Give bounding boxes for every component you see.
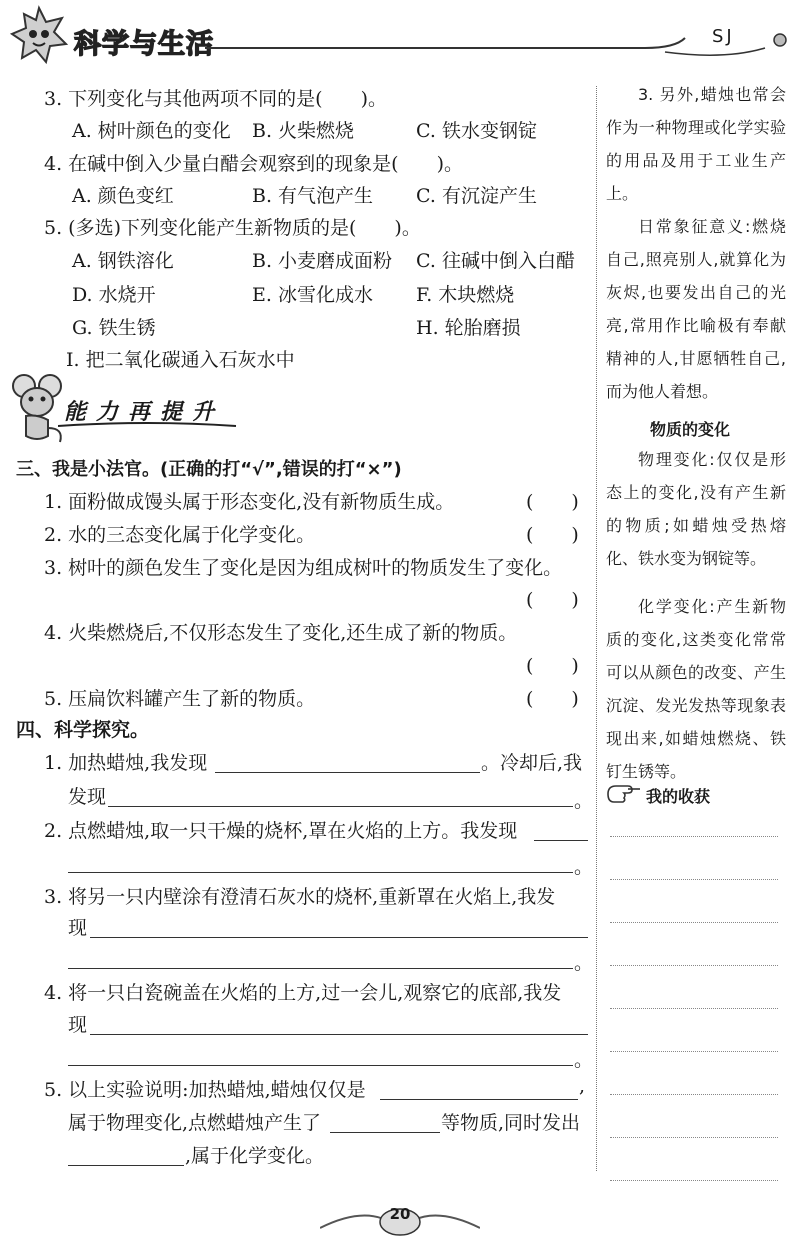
harvest-title: 我的收获 [646, 787, 711, 806]
choice-q5-option-a[interactable]: A. 钢铁溶化 [72, 250, 174, 272]
choice-q5-option-g[interactable]: G. 铁生锈 [72, 317, 156, 339]
header [0, 0, 800, 70]
ability-banner: 能力再提升 [64, 399, 225, 425]
choice-q3-option-b[interactable]: B. 火柴燃烧 [252, 120, 355, 142]
explore-title: 四、科学探究。 [16, 719, 150, 741]
sidebar-para-symbol: 日常象征意义:燃烧自己,照亮别人,就算化为灰烬,也要发出自己的光亮,常用作比喻极有奉献精神的人,甘愿牺牲自己,而为他人着想。 [606, 217, 786, 401]
sidebar-para-chemical: 化学变化:产生新物质的变化,这类变化常常可以从颜色的改变、产生沉淀、发光发热等现象表现出来,如蜡烛燃烧、铁钉生锈等。 [606, 597, 786, 781]
explore-q3-blank-1[interactable] [90, 913, 588, 938]
explore-q5-comma: , [579, 1075, 586, 1097]
explore-q4-blank-2[interactable] [68, 1041, 573, 1066]
header-rule [205, 30, 795, 60]
judge-title: 三、我是小法官。(正确的打“√”,错误的打“×”) [16, 459, 402, 480]
choice-q5-option-d[interactable]: D. 水烧开 [72, 284, 156, 306]
mascot-icon [8, 4, 70, 66]
judge-answer-4[interactable]: ( ) [526, 655, 579, 677]
harvest-line-4[interactable] [610, 965, 778, 966]
explore-q5-blank-1[interactable] [380, 1075, 578, 1100]
choice-q5-option-f[interactable]: F. 木块燃烧 [416, 284, 515, 306]
choice-q4-option-a[interactable]: A. 颜色变红 [72, 185, 174, 207]
explore-q4-blank-1[interactable] [90, 1010, 588, 1035]
choice-q3-option-a[interactable]: A. 树叶颜色的变化 [72, 120, 231, 142]
explore-q2-blank-1[interactable] [534, 816, 588, 841]
header-code: SJ [712, 26, 735, 47]
judge-answer-3[interactable]: ( ) [526, 589, 579, 611]
explore-q2-blank-2[interactable] [68, 848, 573, 873]
harvest-line-3[interactable] [610, 922, 778, 923]
harvest-line-5[interactable] [610, 1008, 778, 1009]
harvest-line-2[interactable] [610, 879, 778, 880]
explore-q3-blank-2[interactable] [68, 944, 573, 969]
explore-q5-blank-2[interactable] [330, 1108, 440, 1133]
explore-q2-end: 。 [574, 856, 594, 878]
mouse-icon [8, 372, 68, 444]
harvest-line-9[interactable] [610, 1180, 778, 1181]
explore-q3-text-a: 3. 将另一只内壁涂有澄清石灰水的烧杯,重新罩在火焰上,我发 [44, 886, 556, 908]
sidebar-para-physical: 物理变化:仅仅是形态上的变化,没有产生新的物质;如蜡烛受热熔化、铁水变为钢锭等。 [606, 450, 786, 568]
sidebar-heading: 物质的变化 [650, 420, 731, 439]
explore-q5-text-a: 5. 以上实验说明:加热蜡烛,蜡烛仅仅是 [44, 1079, 366, 1101]
harvest-line-6[interactable] [610, 1051, 778, 1052]
choice-q3-stem: 3. 下列变化与其他两项不同的是( )。 [44, 88, 387, 110]
choice-q3-option-c[interactable]: C. 铁水变钢锭 [416, 120, 537, 142]
choice-q5-option-c[interactable]: C. 往碱中倒入白醋 [416, 250, 575, 272]
explore-q1-blank-1[interactable] [215, 748, 480, 773]
judge-item-3: 3. 树叶的颜色发生了变化是因为组成树叶的物质发生了变化。 [44, 557, 563, 579]
explore-q5-text-c: 等物质,同时发出 [441, 1112, 581, 1134]
choice-q4-option-b[interactable]: B. 有气泡产生 [252, 185, 374, 207]
harvest-line-7[interactable] [610, 1094, 778, 1095]
explore-q2-text: 2. 点燃蜡烛,取一只干燥的烧杯,罩在火焰的上方。我发现 [44, 820, 518, 842]
harvest-line-8[interactable] [610, 1137, 778, 1138]
pointing-hand-icon [606, 782, 642, 806]
explore-q1-end: 。 [574, 790, 594, 812]
explore-q1-blank-2[interactable] [108, 782, 573, 807]
explore-q5-blank-3[interactable] [68, 1141, 184, 1166]
judge-item-5: 5. 压扁饮料罐产生了新的物质。 [44, 688, 316, 710]
explore-q5-text-b: 属于物理变化,点燃蜡烛产生了 [68, 1112, 322, 1134]
choice-q5-option-e[interactable]: E. 冰雪化成水 [252, 284, 373, 306]
harvest-line-1[interactable] [610, 836, 778, 837]
choice-q4-option-c[interactable]: C. 有沉淀产生 [416, 185, 537, 207]
explore-q4-text-a: 4. 将一只白瓷碗盖在火焰的上方,过一会儿,观察它的底部,我发 [44, 982, 562, 1004]
explore-q1-text-c: 发现 [68, 786, 107, 808]
choice-q5-option-b[interactable]: B. 小麦磨成面粉 [252, 250, 393, 272]
choice-q5-stem: 5. (多选)下列变化能产生新物质的是( )。 [44, 217, 421, 239]
column-divider [596, 86, 597, 1171]
explore-q3-text-b: 现 [68, 917, 88, 939]
page-number: 20 [389, 1205, 411, 1223]
ability-banner-underline [58, 418, 238, 432]
explore-q1-text-a: 1. 加热蜡烛,我发现 [44, 752, 208, 774]
explore-q3-end: 。 [574, 952, 594, 974]
judge-item-1: 1. 面粉做成馒头属于形态变化,没有新物质生成。 [44, 491, 455, 513]
choice-q4-stem: 4. 在碱中倒入少量白醋会观察到的现象是( )。 [44, 153, 463, 175]
explore-q4-end: 。 [574, 1049, 594, 1071]
choice-q5-option-h[interactable]: H. 轮胎磨损 [416, 317, 521, 339]
judge-answer-5[interactable]: ( ) [526, 688, 579, 710]
judge-answer-2[interactable]: ( ) [526, 524, 579, 546]
judge-item-2: 2. 水的三态变化属于化学变化。 [44, 524, 316, 546]
explore-q4-text-b: 现 [68, 1014, 88, 1036]
judge-item-4: 4. 火柴燃烧后,不仅形态发生了变化,还生成了新的物质。 [44, 622, 518, 644]
explore-q1-text-b: 。冷却后,我 [481, 752, 583, 774]
sidebar-para-usage: 3. 另外,蜡烛也常会作为一种物理或化学实验的用品及用于工业生产上。 [606, 85, 786, 203]
explore-q5-text-d: ,属于化学变化。 [185, 1145, 325, 1167]
header-title: 科学与生活 [74, 29, 214, 60]
choice-q5-option-i[interactable]: I. 把二氧化碳通入石灰水中 [66, 349, 295, 371]
judge-answer-1[interactable]: ( ) [526, 491, 579, 513]
